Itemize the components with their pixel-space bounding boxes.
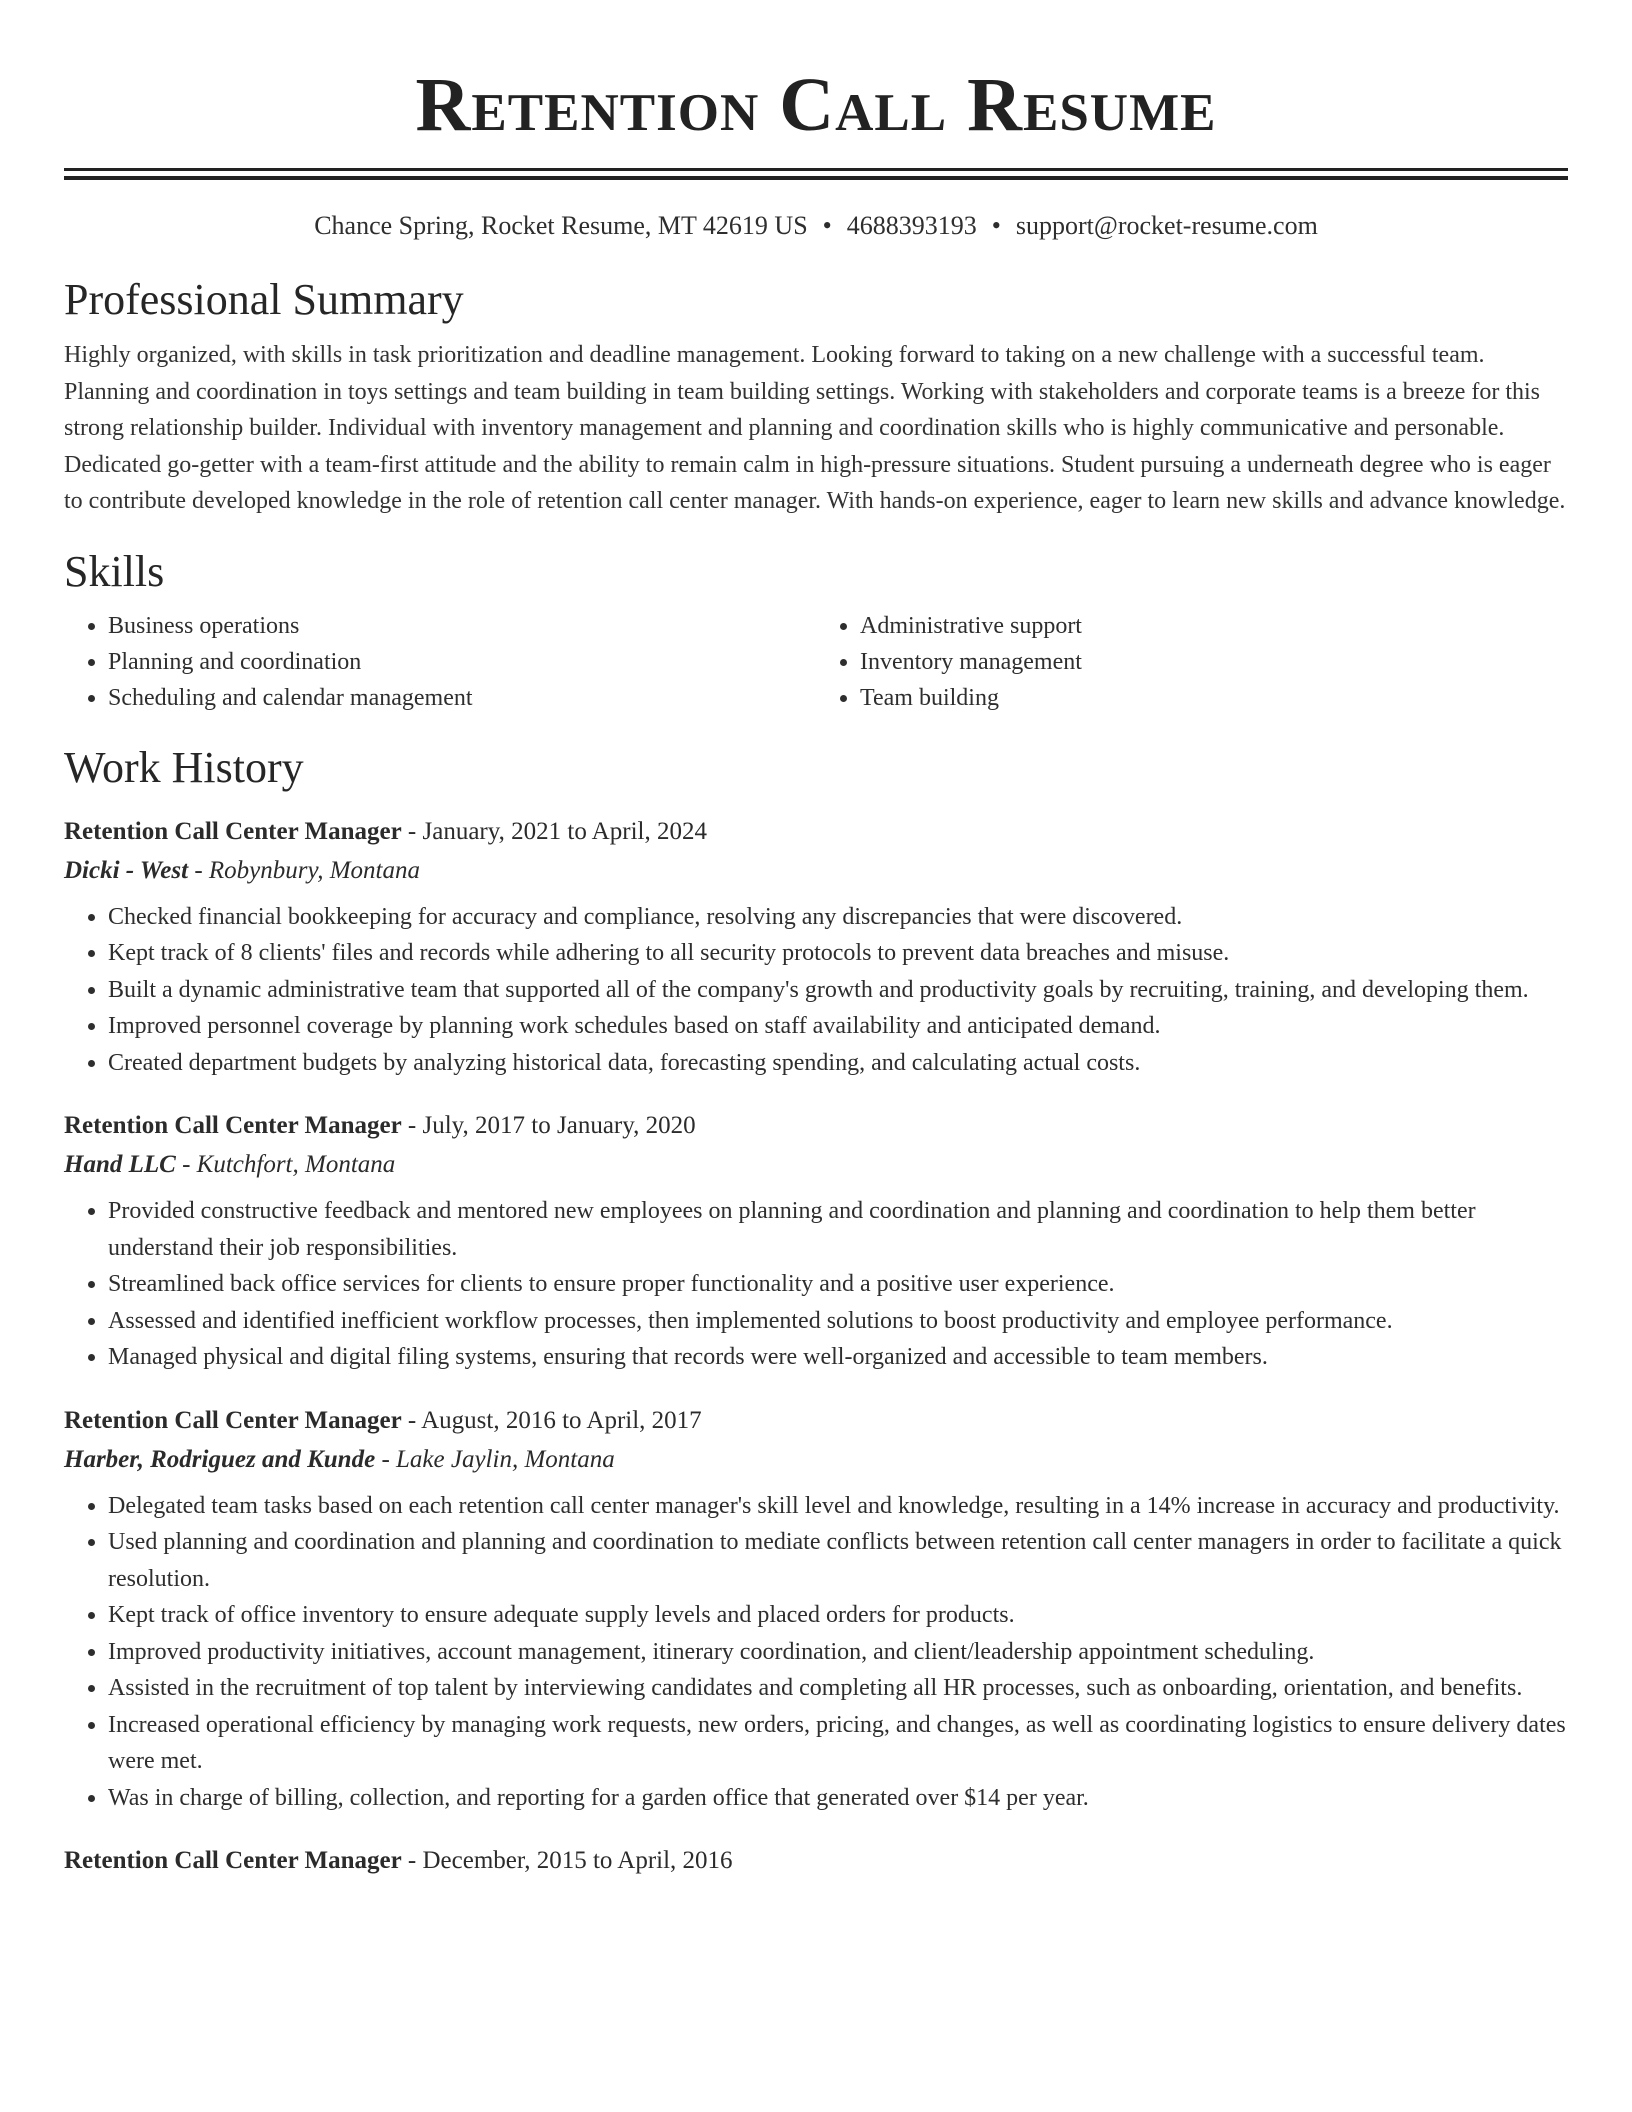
job-bullet: • Checked financial bookkeeping for accuracy and compliance, resolving any discrepancies that were discovered.	[108, 899, 1568, 936]
resume-title: Retention Call Resume	[415, 63, 1217, 147]
company-line	[64, 851, 1568, 891]
title-divider-bottom	[64, 176, 1568, 180]
job-bullet: • Assessed and identified inefficient workflow processes, then implemented solutions to boost productivity and employee performance.	[108, 1303, 1568, 1340]
job-title-line	[64, 813, 1568, 851]
work-history-heading: Work History	[64, 742, 304, 792]
company-name: Dicki - West	[64, 856, 189, 884]
skill-item: • Planning and coordination	[108, 644, 816, 680]
company-name: Hand LLC	[64, 1151, 176, 1178]
job-bullet: • Assisted in the recruitment of top talent by interviewing candidates and completing all HR processes, such as onboarding, orientation, and benefits.	[108, 1670, 1568, 1707]
summary-heading: Professional Summary	[64, 275, 464, 324]
job-bullet: • Improved personnel coverage by planning work schedules based on staff availability and anticipated demand.	[108, 1008, 1568, 1045]
contact-address: Chance Spring, Rocket Resume, MT 42619 US	[314, 211, 808, 240]
job-bullet: • Created department budgets by analyzing historical data, forecasting spending, and calculating actual costs.	[108, 1045, 1568, 1082]
job-title: Retention Call Center Manager	[64, 1847, 402, 1874]
job-bullet: • Kept track of office inventory to ensure adequate supply levels and placed orders for products.	[108, 1597, 1568, 1634]
job-title-line	[64, 1107, 1568, 1145]
job-dates: - January, 2021 to April, 2024	[401, 817, 707, 845]
contact-line	[64, 210, 1568, 242]
title-divider-top	[64, 168, 1568, 171]
company-location: - Kutchfort, Montana	[175, 1151, 396, 1178]
resume-page	[64, 0, 1568, 1880]
job-dates: - December, 2015 to April, 2016	[401, 1847, 733, 1874]
job-entry	[64, 1107, 1568, 1376]
job-entry	[64, 813, 1568, 1082]
company-line	[64, 1145, 1568, 1185]
job-bullet: • Used planning and coordination and planning and coordination to mediate conflicts between retention call center managers in order to facilitate a quick resolution.	[108, 1524, 1568, 1597]
job-bullet: • Increased operational efficiency by managing work requests, new orders, pricing, and changes, as well as coordinating logistics to ensure delivery dates were met.	[108, 1707, 1568, 1780]
summary-text: Highly organized, with skills in task prioritization and deadline management. Looking forward to taking on a new challenge with a successful team. Planning and coordination in toys settings and team building in team building settings. Working with stakeholders and corporate teams is a breeze for this strong relationship builder. Individual with inventory management and planning and coordination skills who is highly communicative and personable. Dedicated go-getter with a team-first attitude and the ability to remain calm in high-pressure situations. Student pursuing a underneath degree who is eager to contribute developed knowledge in the role of retention call center manager. With hands-on experience, eager to learn new skills and advance knowledge.	[64, 342, 1566, 514]
skills-heading: Skills	[64, 546, 165, 596]
job-title-line	[64, 1402, 1568, 1440]
job-bullets	[64, 1193, 1568, 1376]
job-title-line	[64, 1842, 1568, 1880]
skill-item: • Business operations	[108, 608, 816, 644]
job-bullet: • Improved productivity initiatives, account management, itinerary coordination, and client/leadership appointment scheduling.	[108, 1634, 1568, 1671]
skill-item: • Team building	[860, 680, 1568, 716]
company-name: Harber, Rodriguez and Kunde	[64, 1445, 376, 1473]
job-bullets	[64, 899, 1568, 1082]
job-bullet: • Built a dynamic administrative team that supported all of the company's growth and productivity goals by recruiting, training, and developing them.	[108, 972, 1568, 1009]
job-bullet: • Managed physical and digital filing systems, ensuring that records were well-organized and accessible to team members.	[108, 1339, 1568, 1376]
company-line	[64, 1440, 1568, 1480]
skill-item: • Inventory management	[860, 644, 1568, 680]
job-bullet: • Kept track of 8 clients' files and records while adhering to all security protocols to prevent data breaches and misuse.	[108, 935, 1568, 972]
contact-separator: •	[991, 211, 1001, 240]
job-entry	[64, 1842, 1568, 1880]
skill-item: • Scheduling and calendar management	[108, 680, 816, 716]
company-location: - Lake Jaylin, Montana	[375, 1445, 615, 1473]
skill-item: • Administrative support	[860, 608, 1568, 644]
work-history-list	[64, 813, 1568, 1881]
contact-phone: 4688393193	[846, 211, 977, 240]
job-bullet: • Streamlined back office services for clients to ensure proper functionality and a positive user experience.	[108, 1266, 1568, 1303]
skills-column-right	[816, 608, 1568, 716]
job-title: Retention Call Center Manager	[64, 1112, 402, 1139]
job-bullet: • Provided constructive feedback and mentored new employees on planning and coordination and planning and coordination to help them better understand their job responsibilities.	[108, 1193, 1568, 1266]
job-dates: - August, 2016 to April, 2017	[401, 1406, 702, 1434]
job-dates: - July, 2017 to January, 2020	[401, 1112, 696, 1139]
job-bullets	[64, 1488, 1568, 1817]
contact-separator: •	[822, 211, 832, 240]
job-entry	[64, 1402, 1568, 1817]
company-location: - Robynbury, Montana	[188, 856, 420, 884]
job-title: Retention Call Center Manager	[64, 1406, 402, 1434]
contact-email: support@rocket-resume.com	[1015, 211, 1318, 240]
job-bullet: • Delegated team tasks based on each retention call center manager's skill level and knowledge, resulting in a 14% increase in accuracy and productivity.	[108, 1488, 1568, 1525]
skills-list	[64, 608, 1568, 716]
job-title: Retention Call Center Manager	[64, 817, 402, 845]
skills-column-left	[64, 608, 816, 716]
job-bullet: • Was in charge of billing, collection, and reporting for a garden office that generated over $14 per year.	[108, 1780, 1568, 1817]
